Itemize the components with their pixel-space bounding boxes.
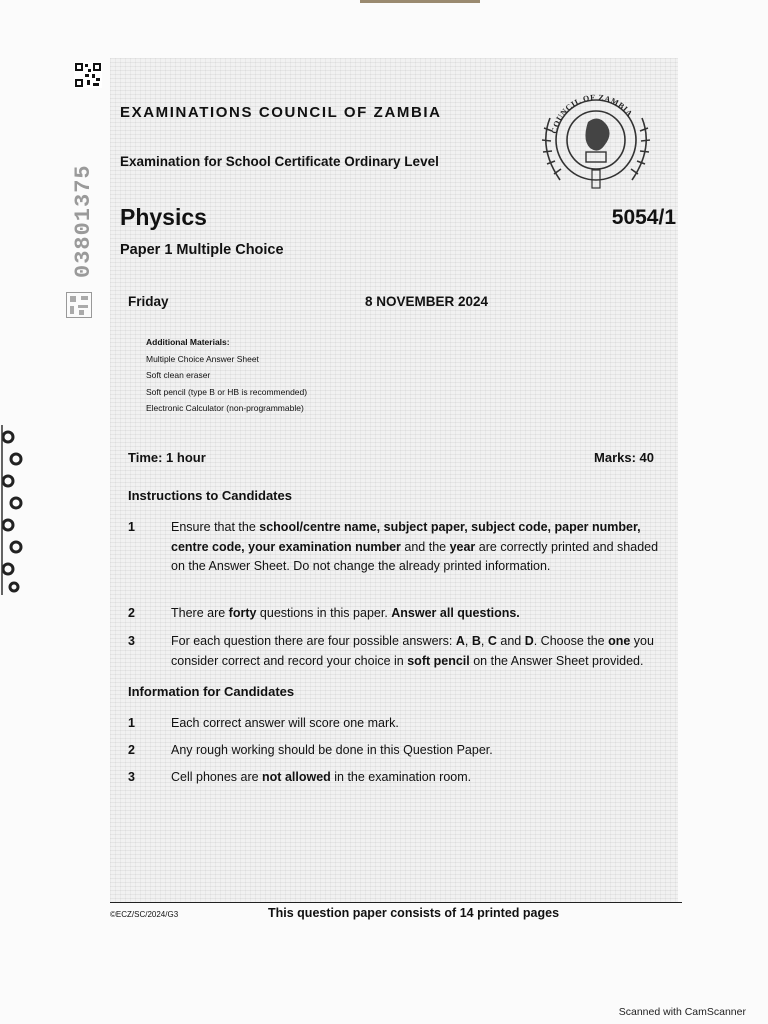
information-item	[128, 714, 673, 734]
additional-materials	[146, 334, 307, 417]
time-allowed: Time: 1 hour	[128, 450, 206, 465]
serial-number	[64, 132, 98, 280]
information-item	[128, 741, 673, 761]
exam-level: Examination for School Certificate Ordinary Level	[120, 154, 439, 169]
item-text: Each correct answer will score one mark.	[171, 716, 399, 730]
item-text: There are forty questions in this paper. Answer all questions.	[171, 606, 520, 620]
stamp-code-icon	[66, 292, 92, 318]
serial-number-text: 03801375	[71, 164, 96, 278]
materials-item: Multiple Choice Answer Sheet	[146, 353, 259, 364]
materials-item: Electronic Calculator (non-programmable)	[146, 403, 304, 413]
item-number: 3	[128, 770, 135, 784]
item-number: 2	[128, 743, 135, 757]
item-text: Ensure that the school/centre name, subject paper, subject code, paper number, centre code, your examination number and the year are correctly printed and shaded on the Answer Sheet. Do not change the already printed information.	[171, 520, 659, 573]
instructions-heading: Instructions to Candidates	[128, 488, 292, 503]
council-seal-logo	[530, 78, 662, 202]
information-item	[128, 768, 673, 788]
exam-day: Friday	[128, 294, 169, 309]
scanner-watermark: Scanned with CamScanner	[618, 1006, 746, 1018]
council-name: EXAMINATIONS COUNCIL OF ZAMBIA	[120, 104, 442, 121]
exam-date: 8 NOVEMBER 2024	[365, 294, 489, 309]
materials-heading: Additional Materials:	[146, 337, 230, 347]
page-count-note: This question paper consists of 14 printed pages	[268, 906, 560, 920]
instruction-item	[128, 518, 673, 577]
item-number: 1	[128, 716, 135, 730]
item-text: Any rough working should be done in this Question Paper.	[171, 743, 493, 757]
item-text: For each question there are four possible answers: A, B, C and D. Choose the one you consider correct and record your choice in soft pencil on the Answer Sheet provided.	[171, 634, 654, 668]
item-text: Cell phones are not allowed in the examination room.	[171, 770, 472, 784]
materials-item: Soft pencil (type B or HB is recommended)	[146, 386, 308, 397]
binding-marks	[0, 425, 26, 595]
materials-item: Soft clean eraser	[146, 370, 211, 380]
instruction-item	[128, 632, 673, 671]
seal-text: COUNCIL OF ZAMBIA	[549, 92, 635, 135]
copyright-code: ©ECZ/SC/2024/G3	[110, 910, 179, 919]
subject-title: Physics	[120, 204, 207, 230]
qr-code-icon	[74, 62, 102, 88]
footer-divider	[110, 902, 682, 903]
subject-code: 5054/1	[611, 206, 676, 229]
information-heading: Information for Candidates	[128, 684, 295, 699]
paper-title: Paper 1 Multiple Choice	[120, 242, 284, 258]
total-marks: Marks: 40	[594, 450, 654, 465]
instruction-item	[128, 604, 673, 624]
scan-edge-mark	[360, 0, 480, 3]
item-number: 1	[128, 520, 135, 534]
item-number: 2	[128, 606, 135, 620]
item-number: 3	[128, 634, 135, 648]
